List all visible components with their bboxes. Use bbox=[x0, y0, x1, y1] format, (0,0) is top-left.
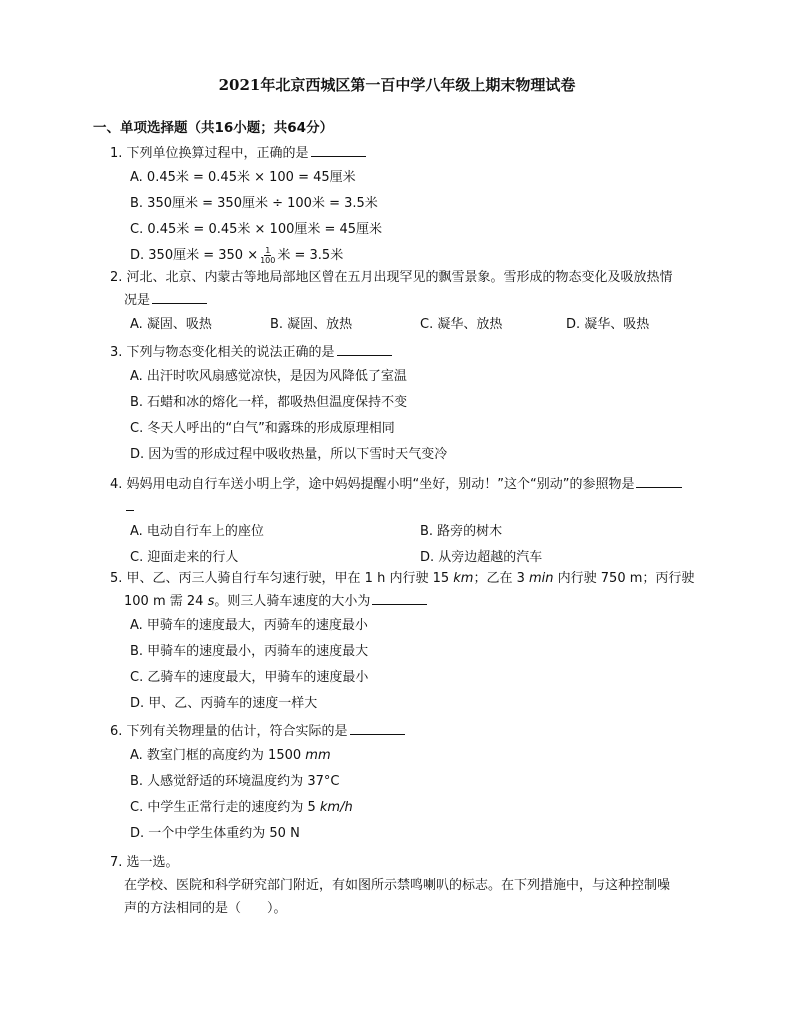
exam-title: 2021年北京西城区第一百中学八年级上期末物理试卷 bbox=[218, 76, 576, 94]
question-4-option-a: A. 电动自行车上的座位 bbox=[130, 524, 264, 539]
question-5-option-d: D. 甲、乙、丙骑车的速度一样大 bbox=[130, 696, 318, 711]
option-d-prefix: D. 350厘米 = 350 × bbox=[130, 248, 259, 263]
option-a-text: A. 教室门框的高度约为 1500 bbox=[130, 748, 306, 763]
question-3-option-d: D. 因为雪的形成过程中吸收热量，所以下雪时天气变冷 bbox=[130, 447, 448, 462]
question-2 bbox=[110, 266, 760, 338]
question-3-text: 3. 下列与物态变化相关的说法正确的是 bbox=[110, 345, 335, 360]
question-2-stem: 2. 河北、北京、内蒙古等地局部地区曾在五月出现罕见的飘雪景象。雪形成的物态变化及吸放热情 bbox=[110, 270, 673, 285]
answer-blank bbox=[372, 591, 427, 605]
question-5-stem-cont bbox=[110, 590, 760, 613]
answer-blank bbox=[636, 474, 682, 488]
question-3-option-b: B. 石蜡和冰的熔化一样，都吸热但温度保持不变 bbox=[130, 395, 408, 410]
fraction-numerator: 1 bbox=[265, 246, 271, 255]
question-1-stem bbox=[110, 142, 760, 165]
fraction-denominator: 100 bbox=[260, 256, 276, 265]
unit-min: min bbox=[529, 571, 554, 586]
question-5-text-5: 。则三人骑车速度的大小为 bbox=[214, 594, 371, 609]
question-5-text-3: 内行驶 750 m；丙行驶 bbox=[553, 571, 695, 586]
question-1-option-c: C. 0.45米 = 0.45米 × 100厘米 = 45厘米 bbox=[130, 222, 383, 237]
answer-blank-cont bbox=[126, 497, 134, 511]
question-3-option-c: C. 冬天人呼出的“白气”和露珠的形成原理相同 bbox=[130, 421, 395, 436]
unit-km-h: km/h bbox=[319, 800, 353, 815]
question-7-stem: 7. 选一选。 bbox=[110, 855, 179, 870]
question-2-stem-cont bbox=[110, 289, 760, 312]
question-4-option-c: C. 迎面走来的行人 bbox=[130, 550, 239, 565]
question-4-options-row1 bbox=[130, 519, 756, 545]
question-5-option-b: B. 甲骑车的速度最小，丙骑车的速度最大 bbox=[130, 644, 369, 659]
question-6 bbox=[110, 720, 760, 847]
question-6-option-d: D. 一个中学生体重约为 50 N bbox=[130, 826, 300, 841]
section-heading: 一、单项选择题（共16小题；共64分） bbox=[93, 120, 334, 136]
question-2-option-b: B. 凝固、放热 bbox=[270, 317, 353, 332]
question-3 bbox=[110, 341, 760, 468]
option-d-suffix: 米 = 3.5米 bbox=[277, 248, 344, 263]
question-6-option-b: B. 人感觉舒适的环境温度约为 37°C bbox=[130, 774, 340, 789]
fraction bbox=[260, 246, 275, 265]
question-4-option-d: D. 从旁边超越的汽车 bbox=[420, 550, 543, 565]
question-6-stem bbox=[110, 720, 760, 743]
question-4-text: 4. 妈妈用电动自行车送小明上学，途中妈妈提醒小明“坐好，别动！”这个“别动”的参照物是 bbox=[110, 477, 635, 492]
question-5-text-1: 5. 甲、乙、丙三人骑自行车匀速行驶，甲在 1 h 内行驶 15 bbox=[110, 571, 454, 586]
question-6-option-c bbox=[130, 795, 760, 821]
question-5 bbox=[110, 567, 760, 717]
question-2-options bbox=[130, 312, 760, 338]
question-5-text-2: ；乙在 3 bbox=[473, 571, 529, 586]
question-4-stem bbox=[110, 473, 756, 496]
question-2-option-c: C. 凝华、放热 bbox=[420, 317, 503, 332]
question-5-option-c: C. 乙骑车的速度最大，甲骑车的速度最小 bbox=[130, 670, 369, 685]
question-2-option-d: D. 凝华、吸热 bbox=[566, 317, 650, 332]
question-4-option-b: B. 路旁的树木 bbox=[420, 524, 503, 539]
answer-blank bbox=[337, 342, 392, 356]
question-7 bbox=[110, 851, 760, 920]
answer-blank bbox=[152, 290, 207, 304]
question-4-blank-cont bbox=[110, 496, 756, 519]
question-5-stem bbox=[110, 567, 760, 590]
question-7-line-1: 在学校、医院和科学研究部门附近，有如图所示禁鸣喇叭的标志。在下列措施中，与这种控制噪 bbox=[124, 878, 671, 893]
question-3-option-a: A. 出汗时吹风扇感觉凉快，是因为风降低了室温 bbox=[130, 369, 407, 384]
question-1-text: 1. 下列单位换算过程中，正确的是 bbox=[110, 146, 309, 161]
answer-blank bbox=[311, 143, 366, 157]
unit-km: km bbox=[453, 571, 474, 586]
question-4 bbox=[110, 473, 756, 571]
question-5-text-4: 100 m 需 24 bbox=[124, 594, 208, 609]
option-c-text: C. 中学生正常行走的速度约为 5 bbox=[130, 800, 320, 815]
question-1 bbox=[110, 142, 760, 269]
question-2-option-a: A. 凝固、吸热 bbox=[130, 317, 212, 332]
question-2-text: 况是 bbox=[124, 293, 151, 308]
unit-s: s bbox=[207, 594, 215, 609]
question-7-line-2: 声的方法相同的是（ ）。 bbox=[124, 901, 287, 916]
question-6-text: 6. 下列有关物理量的估计，符合实际的是 bbox=[110, 724, 348, 739]
question-6-option-a bbox=[130, 743, 760, 769]
question-3-stem bbox=[110, 341, 760, 364]
question-5-option-a: A. 甲骑车的速度最大，丙骑车的速度最小 bbox=[130, 618, 368, 633]
unit-mm: mm bbox=[305, 748, 331, 763]
answer-blank bbox=[350, 721, 405, 735]
question-1-option-b: B. 350厘米 = 350厘米 ÷ 100米 = 3.5米 bbox=[130, 196, 378, 211]
question-1-option-a: A. 0.45米 = 0.45米 × 100 = 45厘米 bbox=[130, 170, 356, 185]
